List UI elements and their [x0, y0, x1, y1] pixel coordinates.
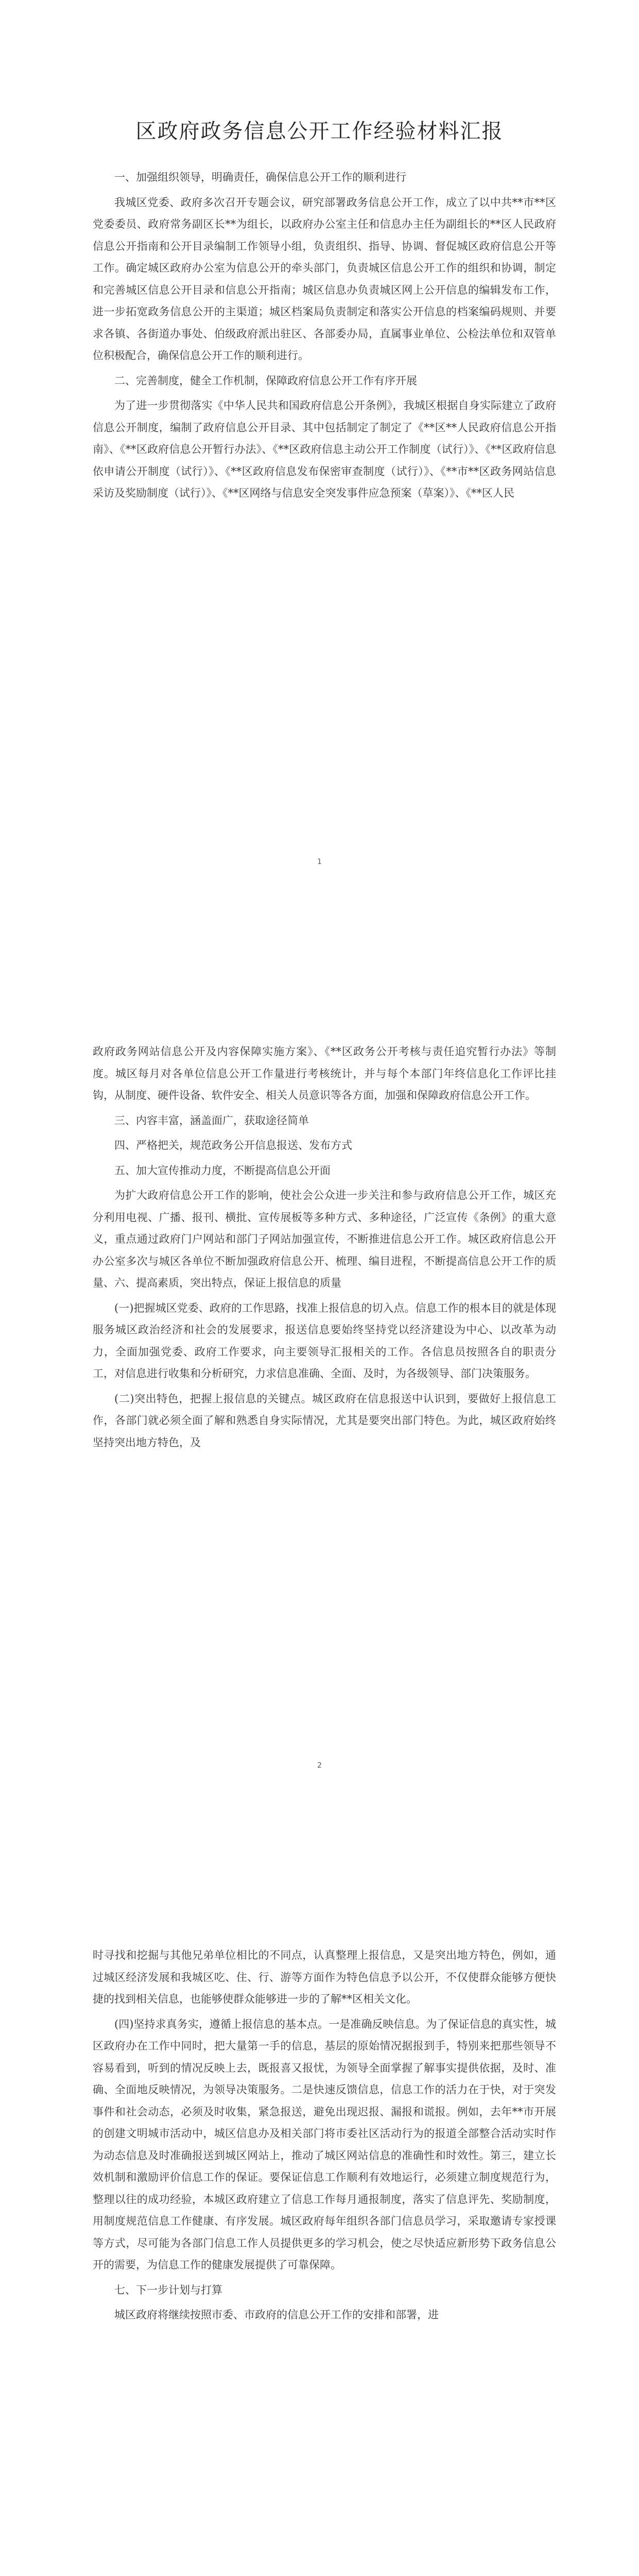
heading-section-1: 一、加强组织领导，明确责任，确保信息公开工作的顺利进行	[114, 171, 406, 183]
document-title: 区政府政务信息公开工作经验材料汇报	[135, 119, 504, 143]
paragraph: 为了进一步贯彻落实《中华人民共和国政府信息公开条例》，我城区根据自身实际建立了政府信息公开制度，编制了政府信息公开目录、其中包括制定了制定了《**区**人民政府信息公开指南》、《**区政府信息公开暂行办法》、《**区政府信息主动公开工作制度（试行）》、《**区政府信息依申请公开制度（试行）》、《**区政府信息发布保密审查制度（试行）》、《**市**区政务网站信息采访及奖励制度（试行）》、《**区网络与信息安全突发事件应急预案（草案）》、《**区人民	[93, 399, 556, 499]
heading-section-2: 二、完善制度，健全工作机制，保障政府信息公开工作有序开展	[114, 374, 417, 387]
page-3	[0, 1807, 639, 2576]
page-3-body	[93, 1944, 556, 2326]
heading-section-5: 五、加大宣传推动力度，不断提高信息公开面	[114, 1164, 331, 1177]
page-2-body	[93, 1041, 556, 1453]
page-number: 1	[317, 858, 322, 866]
heading-section-3: 三、内容丰富，涵盖面广，获取途径简单	[114, 1114, 309, 1127]
paragraph: (四)坚持求真务实，遵循上报信息的基本点。一是准确反映信息。为了保证信息的真实性，城区政府办在工作中同时，把大量第一手的信息，基层的原始情况据报到手，特别来把那些领导不容易看到，听到的情况反映上去，既报喜又报忧，为领导全面掌握了解事实提供依据，及时、准确、全面地反映情况，为领导决策服务。二是快速反馈信息，信息工作的活力在于快，对于突发事件和社会动态，必须及时收集，紧急报送，避免出现迟报、漏报和谎报。例如，去年**市开展的创建文明城市活动中，城区信息办及相关部门将市委社区活动行为的报道全部整合活动实时作为动态信息及时准确报送到城区网站上，推动了城区网站信息的准确性和时效性。第三，建立长效机制和激励评价信息工作的保证。要保证信息工作顺利有效地运行，必须建立制度规范行为，整理以往的成功经验，本城区政府建立了信息工作每月通报制度，落实了信息评先、奖励制度，用制度规范信息工作健康、有序发展。城区政府每年组织各部门信息员学习，采取邀请专家授课等方式，尽可能为各部门信息工作人员提供更多的学习机会，使之尽快适应新形势下政务信息公开的需要，为信息工作的健康发展提供了可靠保障。	[93, 2018, 556, 2271]
page-1	[0, 0, 639, 904]
paragraph: (一)把握城区党委、政府的工作思路，找准上报信息的切入点。信息工作的根本目的就是体现服务城区政治经济和社会的发展要求，报送信息要始终坚持党以经济建设为中心、以改革为动力，全面加强党委、政府工作要求，向主要领导汇报相关的工作。各信息员按照各自的职责分工，对信息进行收集和分析研究，力求信息准确、全面、及时，为各级领导、部门决策服务。	[93, 1301, 556, 1380]
paragraph: 政府政务网站信息公开及内容保障实施方案》、《**区政务公开考核与责任追究暂行办法》等制度。城区每月对各单位信息公开工作量进行考核统计，并与每个本部门年终信息化工作评比挂钩，从制度、硬件设备、软件安全、相关人员意识等各方面，加强和保障政府信息公开工作。	[93, 1045, 556, 1101]
page-2	[0, 904, 639, 1807]
heading-section-4: 四、严格把关，规范政务公开信息报送、发布方式	[114, 1139, 352, 1151]
paragraph: 城区政府将继续按照市委、市政府的信息公开工作的安排和部署，进	[114, 2309, 439, 2321]
paragraph: 时寻找和挖掘与其他兄弟单位相比的不同点，认真整理上报信息，又是突出地方特色，例如，通过城区经济发展和我城区吃、住、行、游等方面作为特色信息予以公开，不仅使群众能够方便快捷的找到相关信息，也能够使群众能够进一步的了解**区相关文化。	[93, 1949, 556, 2005]
paragraph: 为扩大政府信息公开工作的影响，使社会公众进一步关注和参与政府信息公开工作，城区充分利用电视、广播、报刊、横批、宣传展板等多种方式、多种途径，广泛宣传《条例》的重大意义，重点通过政府门户网站和部门子网站加强宣传，不断推进信息公开工作。城区政府信息公开办公室多次与城区各单位不断加强政府信息公开、梳理、编目进程，不断提高信息公开工作的质量、六、提高素质，突出特点，保证上报信息的质量	[93, 1189, 556, 1289]
page-number: 2	[317, 1761, 322, 1770]
paragraph: 我城区党委、政府多次召开专题会议，研究部署政务信息公开工作，成立了以中共**市**区党委委员、政府常务副区长**为组长，以政府办公室主任和信息办主任为副组长的**区人民政府信息公开指南和公开目录编制工作领导小组，负责组织、指导、协调、督促城区政府信息公开等工作。确定城区政府办公室为信息公开的牵头部门，负责城区信息公开工作的组织和协调，制定和完善城区信息公开目录和信息公开指南；城区信息办负责城区网上公开信息的编辑发布工作，进一步拓宽政务信息公开的主渠道；城区档案局负责制定和落实公开信息的档案编码规则、并要求各镇、各街道办事处、伯级政府派出驻区、各部委办局，直属事业单位、公检法单位和双管单位积极配合，确保信息公开工作的顺利进行。	[93, 196, 556, 362]
paragraph: (二)突出特色，把握上报信息的关键点。城区政府在信息报送中认识到，要做好上报信息工作，各部门就必须全面了解和熟悉自身实际情况，尤其是要突出部门特色。为此，城区政府始终坚持突出地方特色，及	[93, 1392, 556, 1449]
page-1-body	[93, 166, 556, 504]
heading-section-7: 七、下一步计划与打算	[114, 2283, 222, 2296]
